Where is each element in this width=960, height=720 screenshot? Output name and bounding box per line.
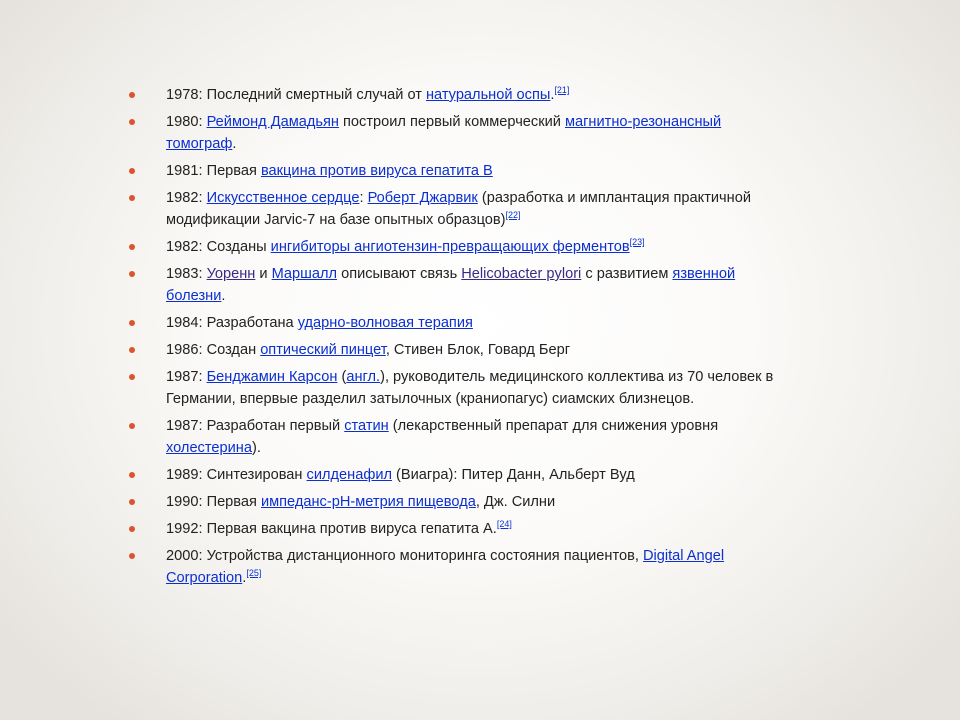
event-text: (Виагра): Питер Данн, Альберт Вуд (392, 467, 635, 483)
event-text: 1992: Первая вакцина против вируса гепатита А. (166, 521, 497, 537)
event-text: и (255, 266, 272, 282)
event-text: 1989: Синтезирован (166, 467, 307, 483)
list-item (124, 366, 784, 410)
event-text: . (242, 570, 247, 586)
wiki-link[interactable]: оптический пинцет (260, 342, 386, 358)
bullet-icon (129, 168, 135, 174)
bullet-icon (129, 195, 135, 201)
reference-sup (506, 210, 521, 220)
event-text: 1978: Последний смертный случай от (166, 87, 426, 103)
event-text: 1980: (166, 114, 207, 130)
event-text: 1984: Разработана (166, 315, 298, 331)
event-text: . (221, 288, 226, 304)
reference-link[interactable]: [24] (496, 519, 512, 530)
wiki-link[interactable]: Маршалл (271, 266, 338, 282)
bullet-icon (129, 423, 135, 429)
event-text: 1982: Созданы (166, 239, 271, 255)
wiki-link[interactable]: Уоренн (206, 266, 256, 282)
event-text: . (232, 136, 237, 152)
event-text: 1981: Первая (166, 163, 261, 179)
event-text: (разработка и имплантация практичной модификации Jarvic-7 на базе опытных образцов) (166, 190, 751, 228)
reference-sup (630, 237, 645, 247)
wiki-link[interactable]: ударно-волновая терапия (297, 315, 473, 331)
list-item (124, 160, 784, 182)
wiki-link[interactable]: Реймонд Дамадьян (206, 114, 339, 130)
list-item (124, 339, 784, 361)
list-item (124, 545, 784, 589)
list-item (124, 464, 784, 486)
event-text: , Стивен Блок, Говард Берг (385, 342, 571, 358)
reference-link[interactable]: [25] (246, 568, 262, 579)
bullet-icon (129, 553, 135, 559)
wiki-link[interactable]: Helicobacter pylori (461, 266, 582, 282)
event-text: с развитием (581, 266, 673, 282)
event-text: 1986: Создан (166, 342, 261, 358)
wiki-link[interactable]: язвенной болезни (166, 266, 736, 304)
wiki-link[interactable]: Digital Angel Corporation (166, 548, 725, 586)
bullet-icon (129, 244, 135, 250)
wiki-link[interactable]: холестерина (166, 440, 252, 456)
list-item (124, 263, 784, 307)
event-text: 1987: Разработан первый (166, 418, 345, 434)
bullet-icon (129, 320, 135, 326)
event-text: (лекарственный препарат для снижения уровня (388, 418, 719, 434)
bullet-icon (129, 499, 135, 505)
reference-sup (497, 519, 512, 529)
event-text: 1987: (166, 369, 207, 385)
bullet-icon (129, 92, 135, 98)
list-item (124, 187, 784, 231)
event-text: построил первый коммерческий (338, 114, 565, 130)
reference-link[interactable]: [23] (629, 237, 645, 248)
bullet-icon (129, 271, 135, 277)
wiki-link[interactable]: натуральной оспы (425, 87, 551, 103)
wiki-link[interactable]: статин (344, 418, 389, 434)
list-item (124, 518, 784, 540)
event-text: 1983: (166, 266, 207, 282)
bullet-icon (129, 374, 135, 380)
event-text: ). (251, 440, 261, 456)
list-item (124, 415, 784, 459)
wiki-link[interactable]: англ. (346, 369, 381, 385)
event-text: , Дж. Силни (475, 494, 556, 510)
event-text: : (359, 190, 368, 206)
event-text: ), руководитель медицинского коллектива из 70 человек в Германии, впервые разделил затылочных (краниопагус) сиамских близнецов. (166, 369, 774, 407)
wiki-link[interactable]: Бенджамин Карсон (206, 369, 338, 385)
bullet-icon (129, 347, 135, 353)
event-text: 2000: Устройства дистанционного мониторинга состояния пациентов, (166, 548, 643, 564)
event-text: . (550, 87, 555, 103)
wiki-link[interactable]: вакцина против вируса гепатита В (260, 163, 493, 179)
reference-sup (554, 85, 569, 95)
list-item (124, 111, 784, 155)
bullet-icon (129, 119, 135, 125)
list-item (124, 491, 784, 513)
list-item (124, 312, 784, 334)
reference-sup (246, 568, 261, 578)
wiki-link[interactable]: силденафил (306, 467, 392, 483)
bullet-icon (129, 472, 135, 478)
wiki-link[interactable]: Роберт Джарвик (367, 190, 478, 206)
bullet-icon (129, 526, 135, 532)
event-text: 1982: (166, 190, 207, 206)
event-text: ( (337, 369, 347, 385)
wiki-link[interactable]: импеданс-pH-метрия пищевода (260, 494, 476, 510)
reference-link[interactable]: [21] (554, 85, 570, 96)
wiki-link[interactable]: магнитно-резонансный томограф (166, 114, 722, 152)
wiki-link[interactable]: Искусственное сердце (206, 190, 360, 206)
event-text: описывают связь (337, 266, 462, 282)
wiki-link[interactable]: ингибиторы ангиотензин-превращающих ферментов (270, 239, 630, 255)
list-item (124, 84, 784, 106)
event-text: 1990: Первая (166, 494, 261, 510)
reference-link[interactable]: [22] (505, 210, 521, 221)
list-item (124, 236, 784, 258)
events-list (124, 84, 784, 594)
